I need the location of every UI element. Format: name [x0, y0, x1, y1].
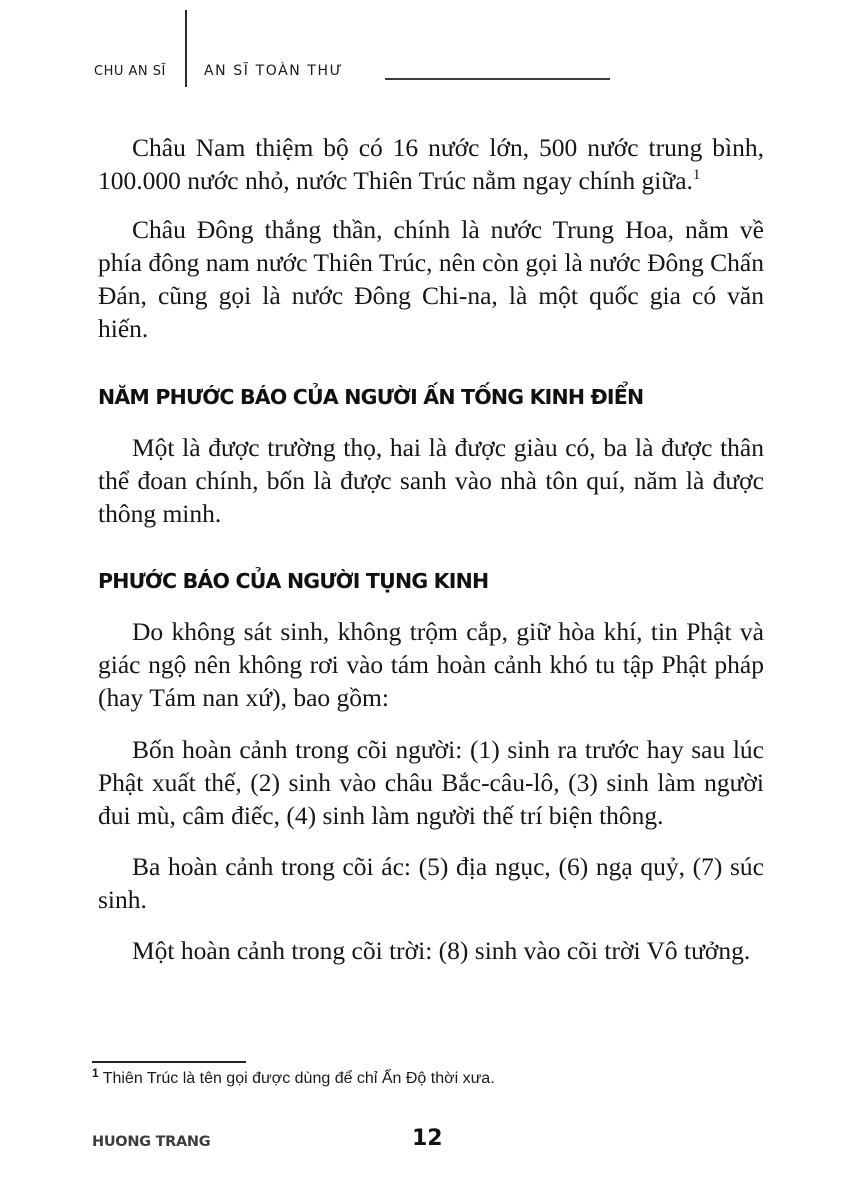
header-author: CHU AN SĨ	[94, 64, 166, 79]
footnote-number: 1	[92, 1066, 99, 1080]
paragraph-five-blessings: Một là được trường thọ, hai là được giàu có, ba là được thân thể đoan chính, bốn là được sanh vào nhà tôn quí, năm là được thông minh.	[98, 433, 764, 528]
publisher-logo: HUONG TRANG	[92, 1134, 211, 1150]
footnote-reference[interactable]: 1	[692, 167, 701, 183]
page-number: 12	[412, 1126, 443, 1151]
paragraph-human-realm: Bốn hoàn cảnh trong cõi người: (1) sinh ra trước hay sau lúc Phật xuất thế, (2) sinh vào châu Bắc-câu-lô, (3) sinh làm người đui mù, câm điếc, (4) sinh làm người thế trí biện thông.	[98, 735, 764, 830]
footnote	[92, 1066, 495, 1088]
footnote-text: Thiên Trúc là tên gọi được dùng để chỉ Ấn Độ thời xưa.	[102, 1070, 495, 1087]
paragraph-eight-difficulties-intro: Do không sát sinh, không trộm cắp, giữ hòa khí, tin Phật và giác ngộ nên không rơi vào tám hoàn cảnh khó tu tập Phật pháp (hay Tám nan xứ), bao gồm:	[98, 617, 764, 712]
paragraph-south-continent: Châu Nam thiệm bộ có 16 nước lớn, 500 nước trung bình, 100.000 nước nhỏ, nước Thiên Trúc nằm ngay chính giữa.$^1$	[98, 133, 764, 195]
header-book-title: AN SĨ TOÀN THƯ	[204, 63, 344, 79]
section-heading-reciting-sutras: PHƯỚC BÁO CỦA NGƯỜI TỤNG KINH	[98, 569, 489, 593]
footnote-separator	[92, 1061, 246, 1063]
paragraph-east-continent: Châu Đông thắng thần, chính là nước Trung Hoa, nằm về phía đông nam nước Thiên Trúc, nên còn gọi là nước Đông Chấn Đán, cũng gọi là nước Đông Chi-na, là một quốc gia có văn hiến.	[98, 215, 764, 343]
running-header	[0, 0, 852, 100]
header-divider	[185, 10, 187, 87]
paragraph-evil-realms: Ba hoàn cảnh trong cõi ác: (5) địa ngục, (6) ngạ quỷ, (7) súc sinh.	[98, 852, 764, 914]
paragraph-heaven-realm: Một hoàn cảnh trong cõi trời: (8) sinh vào cõi trời Vô tưởng.	[132, 936, 751, 965]
header-rule	[385, 78, 610, 80]
section-heading-printing-sutras: NĂM PHƯỚC BÁO CỦA NGƯỜI ẤN TỐNG KINH ĐIỂN	[98, 385, 644, 409]
